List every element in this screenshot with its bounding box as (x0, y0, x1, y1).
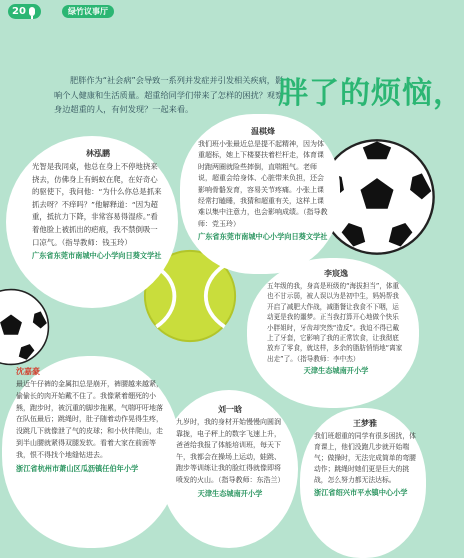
author-name: 沈嘉豪 (16, 367, 40, 376)
author-name: 温棋烽 (251, 127, 275, 136)
article-text: 九岁时，我的身材开始慢慢向圆润靠拢，电子秤上的数字飞速上升，爸爸给我报了体能培训班，每天下午，我都会在操场上运动，蛙跳、跑步等训练让我的脸红得就像即将喷发的火山。（指导教师：东浩兰） (176, 418, 285, 484)
article-bubble-shen (2, 356, 180, 548)
article-bubble-lin (6, 136, 178, 308)
article-bubble-li (247, 258, 419, 408)
school-name: 浙江省绍兴市平水镇中心小学 (314, 488, 408, 497)
school-name: 广东省东莞市南城中心小学向日葵文学社 (32, 251, 162, 261)
article-bubble-liu (160, 390, 298, 548)
article-text: 五年级的我，身高是班级的“海拔担当”，体重也不甘示弱，被人误以为是初中生，妈妈帮我开启了减肥大作战，减脂餐让我食不下咽，运动更是我的噩梦。正当我打算开心地做个快乐小胖姐时，牙齿却突然“造反”。我迫不得已戴上了牙套，它影响了我的正常饮食，让我彻底放弃了零食，就这样，多余的脂肪悄悄地“离家出走”了。（指导教师：李中杰） (267, 282, 403, 363)
school-name: 广东省东莞市南城中心小学向日葵文学社 (198, 232, 328, 242)
microphone-icon (29, 7, 35, 16)
article-text: 光智是我同桌，他总在身上不停地挠来挠去，仿佛身上有蚂蚁在爬，在好奇心的驱使下，我问他：“为什么你总是抓来抓去呀？不痒吗？”他解释道：“因为超重，抵抗力下降，非常容易得湿疹。”看着他脸上被抓出的疤痕，我不禁倒吸一口凉气。（指导教师：钱玉玲） (32, 162, 162, 247)
page-number: 20 (12, 6, 26, 17)
column-title: 绿竹议事厅 (62, 5, 114, 18)
page-number-badge (8, 4, 41, 19)
page-header (0, 0, 427, 22)
school-name: 天津生态城南开小学 (303, 366, 369, 376)
article-title: 胖了的烦恼， (278, 76, 464, 111)
article-text: 我们班小张最近总是提不起精神，因为体重超标，她上下楼要扶着栏杆走，体育课时跑两圈就险些摔倒，直喘粗气。老师说，超重会给身体、心脏带来负担，还会影响骨骼发育，容易关节疼痛。小张上课经常打瞌睡，我猜和超重有关，这样上课难以集中注意力，也会影响成绩。（指导教师：党玉玲） (198, 140, 328, 228)
article-text: 我们班超重的同学有很多困扰，体育课上，他们没跑几步就开始喘气；做操时，无法完成简单的弯腰动作；跳绳时她们更是巨大的挑战，怎么努力都无法达标。 (314, 432, 416, 484)
author-name: 王梦雅 (353, 419, 377, 428)
article-bubble-wang (300, 408, 426, 558)
intro-paragraph: 肥胖作为“社会病”会导致一系列并发症并引发相关疾病，影响个人健康和生活质量。超重给同学们带来了怎样的困扰？观察身边超重的人，有何发现？一起来看。 (54, 75, 284, 114)
soccer-ball-icon (0, 288, 50, 366)
author-name: 林泓鹏 (86, 149, 110, 158)
author-name: 刘一晗 (218, 405, 242, 414)
school-name: 浙江省杭州市萧山区瓜沥镇任伯年小学 (16, 463, 139, 473)
article-text: 最近午仔裤的金属扣总是崩开，裤腰越来越紧，偷偷长的肉开始戴不住了。我像紧着绷死的小熊，跑步时，被沉重的脚步拖累，气喘吁吁地落在队伍最后；跳绳时，肚子随着动作晃得生疼，没跳几下就像泄了气的皮球；和小伙伴爬山，走到半山腰就紧得双腿发软。看着大家在前面等我，恨不得找个地缝钻进去。 (16, 380, 163, 459)
author-name: 李宸逸 (324, 269, 348, 278)
school-name: 天津生态城南开小学 (197, 488, 263, 498)
article-bubble-wen (180, 114, 340, 274)
